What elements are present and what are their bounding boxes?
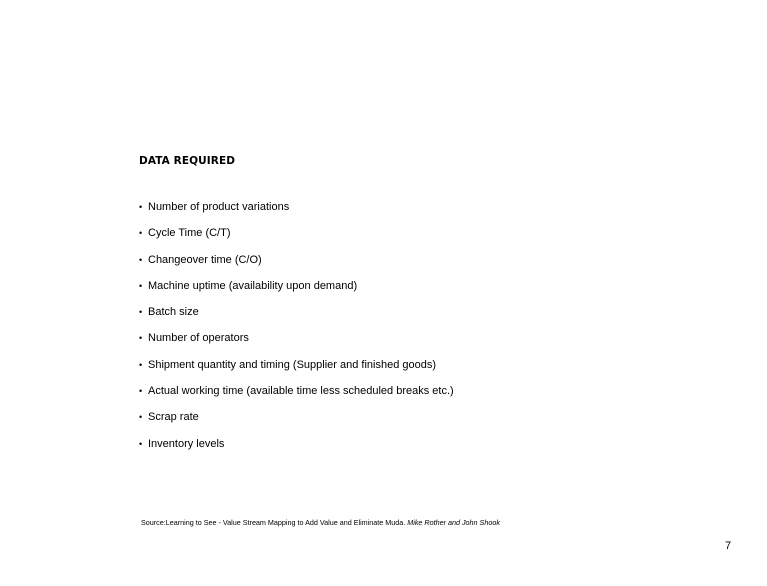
bullet-text: Cycle Time (C/T) (148, 227, 231, 240)
bullet-dot-icon: • (139, 438, 143, 449)
list-item (139, 358, 454, 384)
slide-heading: DATA REQUIRED (139, 155, 236, 167)
bullet-dot-icon: • (139, 280, 143, 291)
bullet-dot-icon: • (139, 254, 143, 265)
bullet-text: Number of operators (148, 332, 249, 345)
source-citation (141, 518, 500, 527)
list-item (139, 384, 454, 410)
list-item (139, 200, 454, 226)
list-item (139, 410, 454, 436)
list-item (139, 437, 454, 463)
bullet-dot-icon: • (139, 412, 143, 423)
bullet-text: Number of product variations (148, 201, 290, 213)
list-item (139, 253, 454, 279)
list-item (139, 331, 454, 357)
bullet-dot-icon: • (139, 386, 143, 397)
bullet-text: Changeover time (C/O) (148, 253, 262, 266)
bullet-text: Machine uptime (availability upon demand) (148, 279, 358, 292)
bullet-text: Batch size (148, 306, 199, 319)
bullet-list (139, 200, 454, 463)
bullet-text: Actual working time (available time less scheduled breaks etc.) (148, 385, 454, 398)
bullet-text: Scrap rate (148, 411, 199, 424)
bullet-dot-icon: • (139, 307, 143, 318)
bullet-text: Inventory levels (148, 437, 225, 450)
source-authors: Mike Rother and John Shook (407, 518, 500, 527)
list-item (139, 226, 454, 252)
bullet-dot-icon: • (139, 228, 143, 239)
bullet-dot-icon: • (139, 202, 143, 212)
source-text: Source:Learning to See - Value Stream Mapping to Add Value and Eliminate Muda. (141, 518, 406, 527)
list-item (139, 279, 454, 305)
page-number: 7 (725, 540, 732, 552)
list-item (139, 305, 454, 331)
bullet-dot-icon: • (139, 333, 143, 344)
bullet-text: Shipment quantity and timing (Supplier and finished goods) (148, 358, 437, 371)
bullet-dot-icon: • (139, 359, 143, 370)
